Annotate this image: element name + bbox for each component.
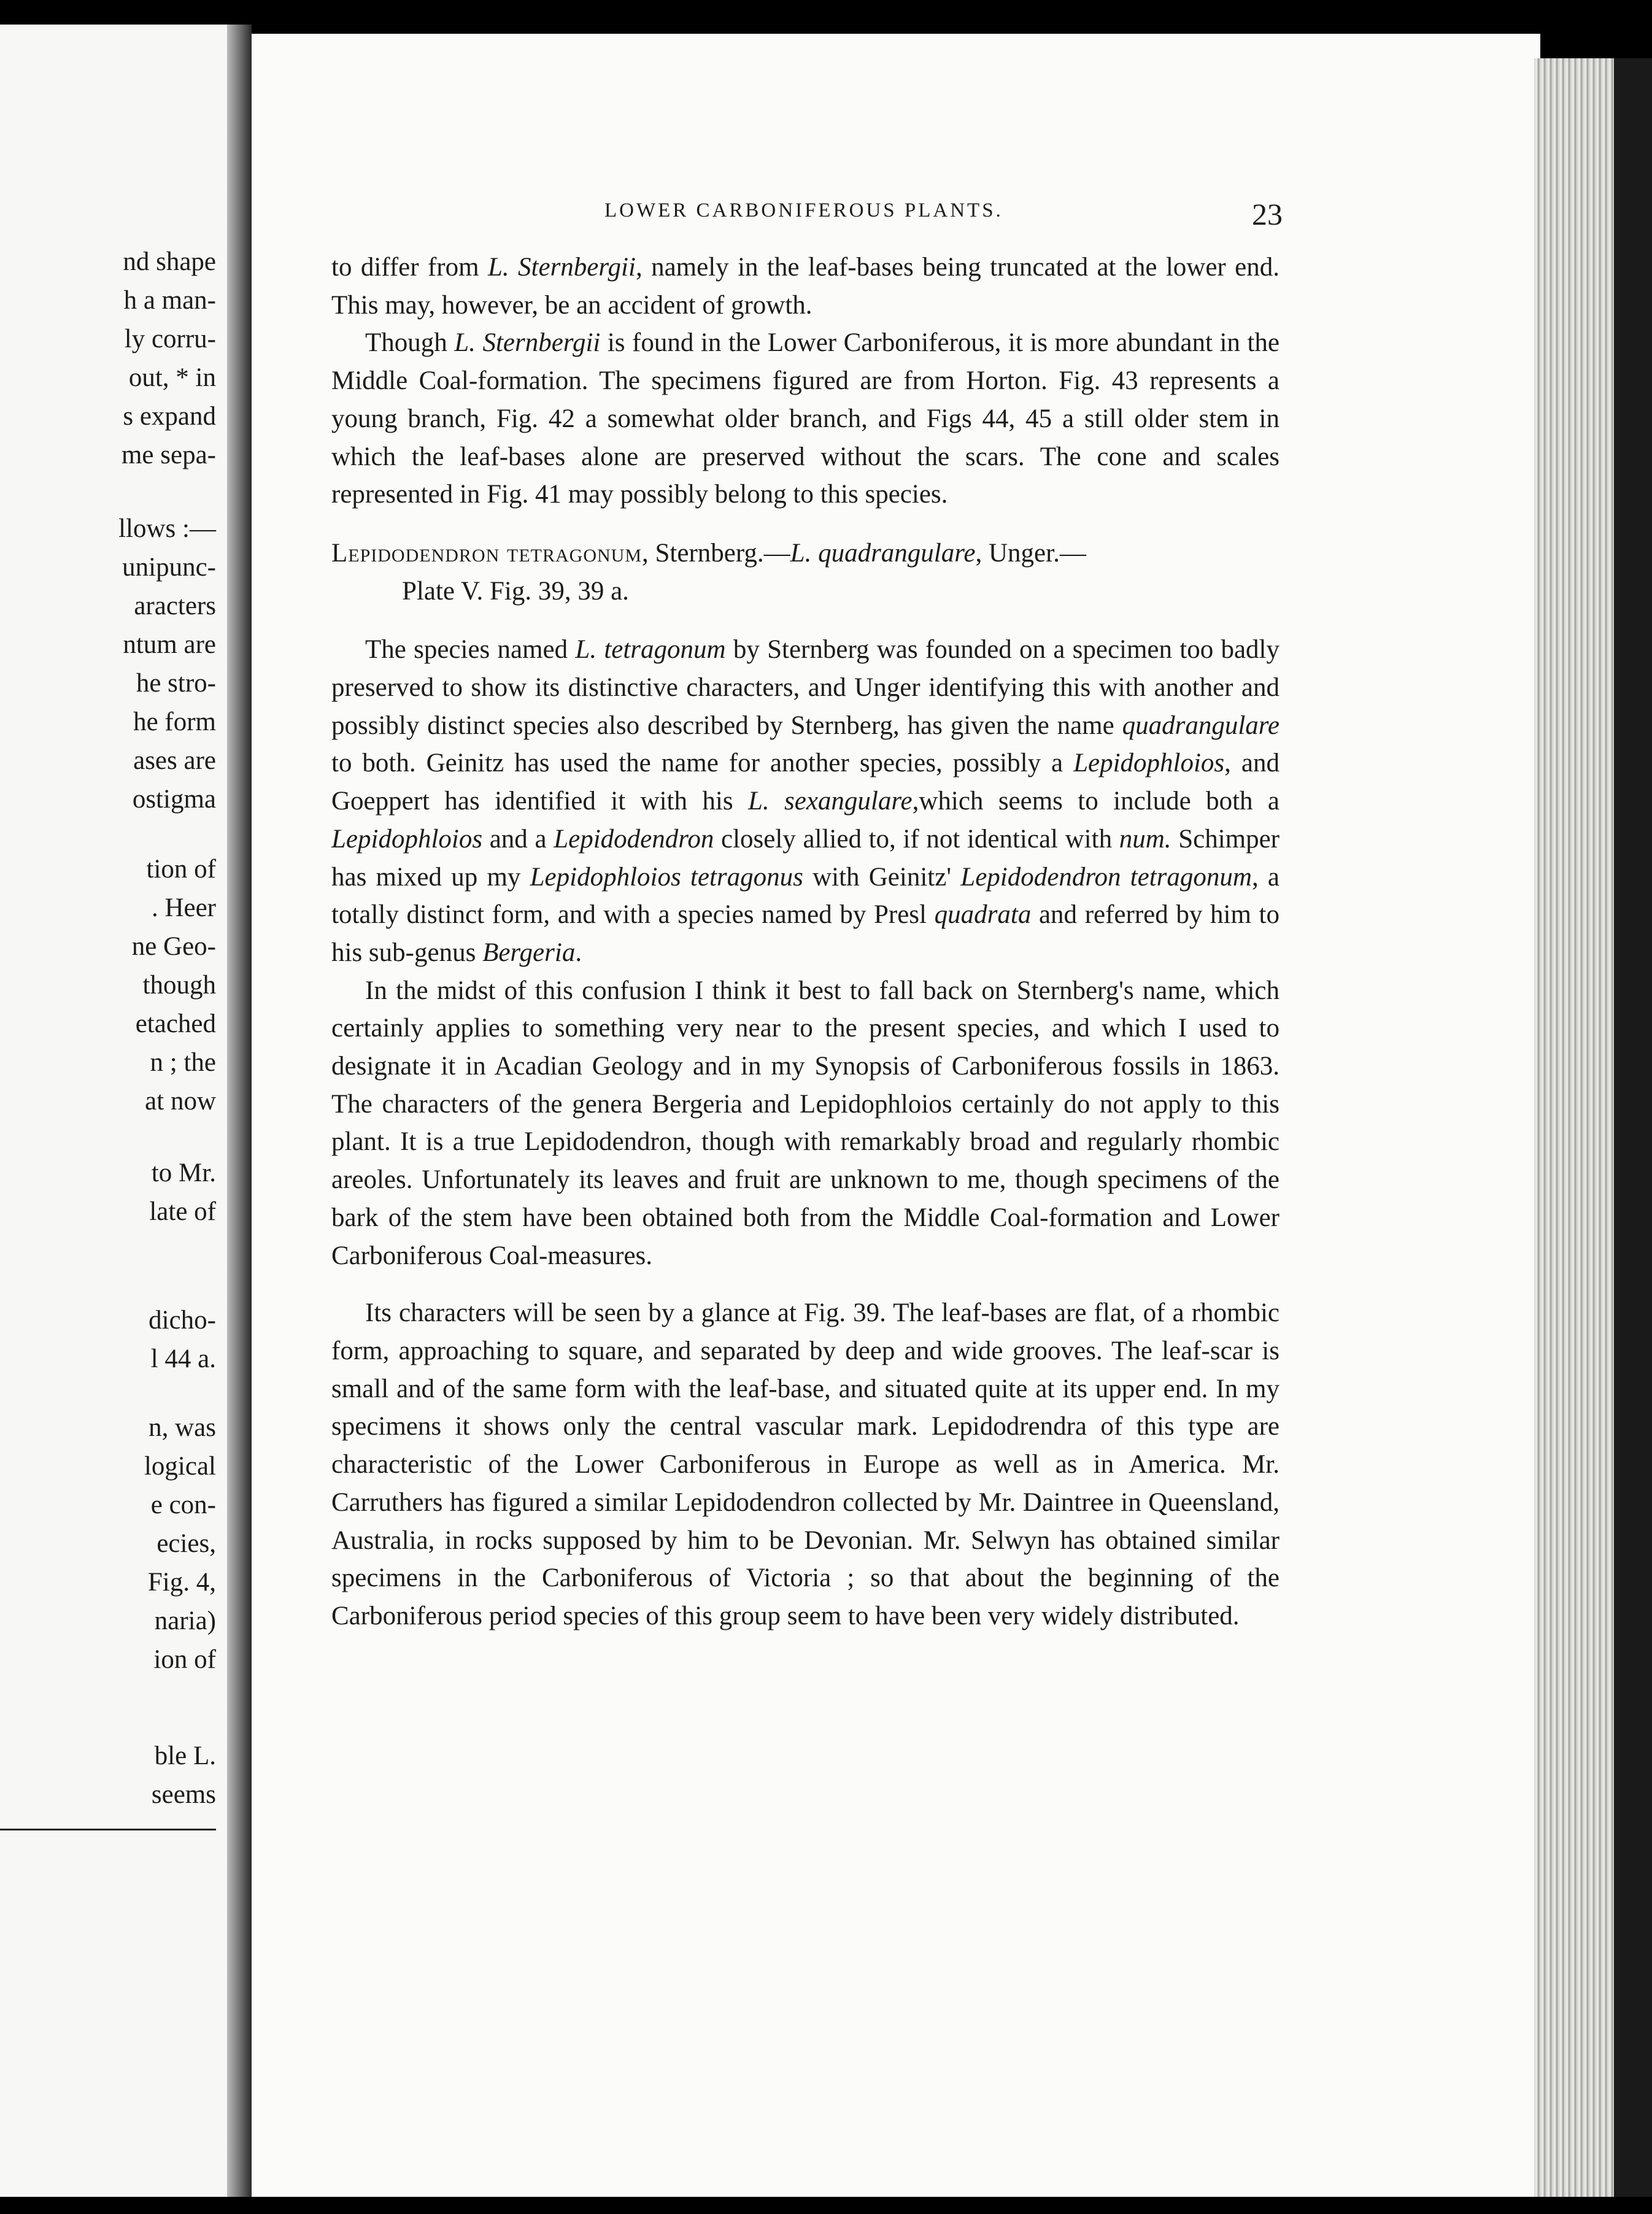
- left-line: etached: [135, 1009, 216, 1038]
- left-line: he stro-: [136, 669, 216, 698]
- left-line: late of: [149, 1197, 216, 1226]
- left-line: h a man-: [123, 286, 216, 315]
- left-line: seems: [151, 1780, 216, 1809]
- left-line: ostigma: [132, 785, 216, 814]
- left-line: . Heer: [151, 893, 216, 922]
- left-line: e con-: [150, 1491, 216, 1519]
- left-line: ble L.: [154, 1742, 216, 1770]
- book-gutter: [227, 25, 252, 2197]
- paragraph-sternbergii: Though L. Sternbergii is found in the Lower Carboniferous, it is more abundant in the Middle Coal-formation. The specimens figured are from Horton. Fig. 43 represents a young branch, Fig. 42 a somewhat older branch, and Figs 44, 45 a still older stem in which the leaf-bases alone are preserved without the scars. The cone and scales represented in Fig. 41 may possibly belong to this species.: [331, 328, 1280, 509]
- left-line: n ; the: [150, 1048, 216, 1077]
- left-line: to Mr.: [151, 1159, 216, 1187]
- paragraph-characters: Its characters will be seen by a glance at Fig. 39. The leaf-bases are flat, of a rhombic form, approaching to square, and separated by deep and wide grooves. The leaf-scar is small and of the same form with the leaf-base, and situated quite at its upper end. In my specimens it shows only the central vascular mark. Lepidodrendra of this type are characteristic of the Lower Carboniferous in Europe as well as in America. Mr. Carruthers has figured a similar Lepidodendron collected by Mr. Daintree in Queensland, Australia, in rocks supposed by him to be Devonian. Mr. Selwyn has obtained similar specimens in the Carboniferous of Victoria ; so that about the beginning of the Carboniferous period species of this group seem to have been very widely distributed.: [331, 1298, 1280, 1630]
- page-number: 23: [1252, 197, 1283, 231]
- page-body: [331, 249, 1280, 1635]
- paragraph-continuation: to differ from L. Sternbergii, namely in the leaf-bases being truncated at the lower end. This may, however, be an accident of growth.: [331, 253, 1280, 320]
- left-line: logical: [144, 1452, 216, 1481]
- footnote-rule: [0, 1829, 216, 1830]
- left-line: ecies,: [156, 1529, 216, 1558]
- left-line: ly corru-: [124, 325, 216, 353]
- left-line: s expand: [123, 402, 216, 431]
- left-line: ne Geo-: [131, 932, 216, 961]
- paragraph-nomenclature: The species named L. tetragonum by Sternberg was founded on a specimen too badly preserved to show its distinctive characters, and Unger identifying this with another and possibly distinct species also described by Sternberg, has given the name quadrangulare to both. Geinitz has used the name for another species, possibly a Lepidophloios, and Goeppert has identified it with his L. sexangulare,which seems to include both a Lepidophloios and a Lepidodendron closely allied to, if not identical with num. Schimper has mixed up my Lepidophloios tetragonus with Geinitz' Lepidodendron tetragonum, a totally distinct form, and with a species named by Presl quadrata and referred by him to his sub-genus Bergeria.: [331, 635, 1280, 967]
- left-line: dicho-: [149, 1306, 216, 1335]
- left-line: aracters: [134, 592, 216, 620]
- left-line: unipunc-: [122, 553, 216, 582]
- left-line: ntum are: [123, 630, 216, 659]
- left-line: l 44 a.: [150, 1344, 216, 1373]
- left-line: at now: [145, 1087, 216, 1116]
- left-line: naria): [154, 1606, 216, 1635]
- running-head: LOWER CARBONIFEROUS PLANTS.: [604, 199, 1003, 222]
- left-line: out, * in: [128, 363, 216, 392]
- left-line: ion of: [153, 1645, 216, 1674]
- previous-page-fragment: [0, 25, 227, 2197]
- left-line: he form: [133, 708, 216, 736]
- left-line: n, was: [149, 1413, 216, 1442]
- paragraph-confusion: In the midst of this confusion I think it best to fall back on Sternberg's name, which certainly applies to something very near to the present species, and which I used to designate it in Acadian Geology and in my Synopsis of Carboniferous fossils in 1863. The characters of the genera Bergeria and Lepidophloios certainly do not apply to this plant. It is a true Lepidodendron, though with remarkably broad and regularly rhombic areoles. Unfortunately its leaves and fruit are unknown to me, though specimens of the bark of the stem have been obtained both from the Middle Coal-formation and Lower Carboniferous Coal-measures.: [331, 976, 1280, 1270]
- page-edges: [1534, 58, 1626, 2197]
- page-edges-shadow: [1614, 58, 1652, 2197]
- species-heading: Lepidodendron tetragonum, Sternberg.—L. quadrangulare, Unger.— Plate V. Fig. 39, 39 a.: [331, 538, 1086, 606]
- left-line: llows :—: [118, 514, 216, 543]
- left-line: tion of: [146, 855, 216, 884]
- left-line: ases are: [133, 746, 216, 775]
- left-line: Fig. 4,: [147, 1568, 216, 1597]
- left-line: though: [142, 971, 216, 1000]
- left-line: me sepa-: [121, 441, 216, 469]
- left-line: nd shape: [123, 247, 216, 276]
